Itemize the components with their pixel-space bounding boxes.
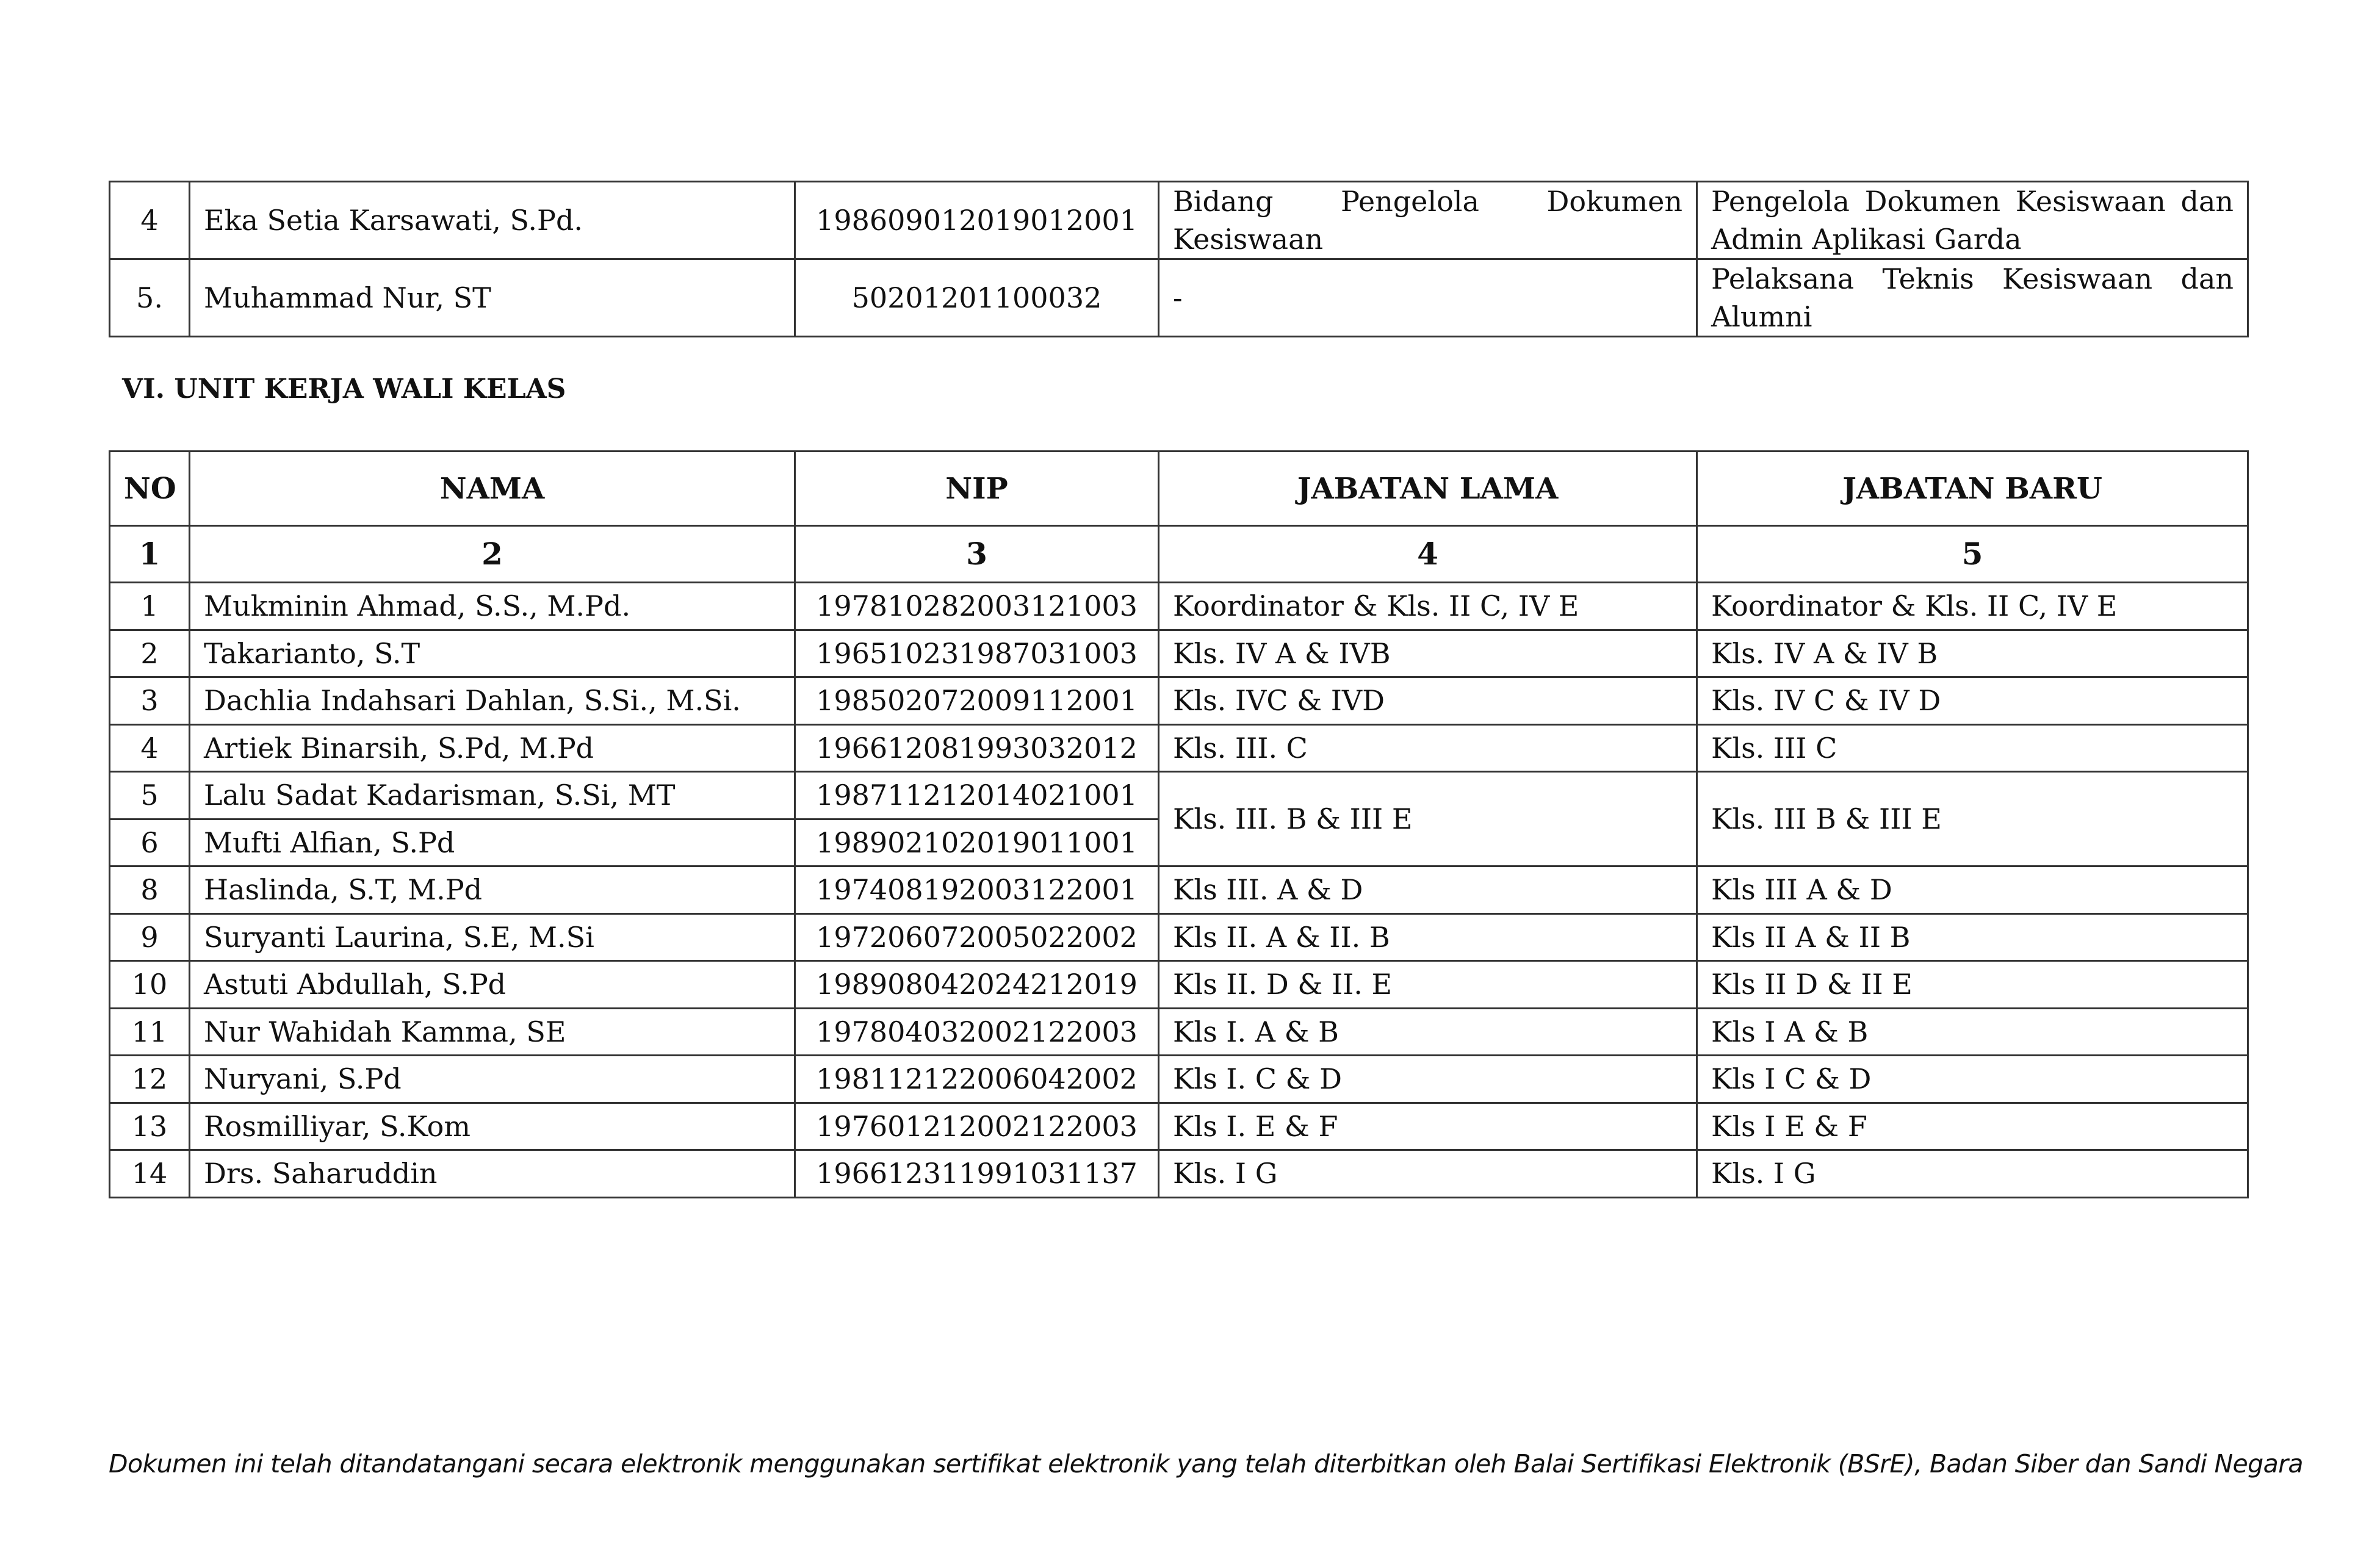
cell-jabatan-lama: - bbox=[1159, 259, 1697, 337]
cell-nama: Muhammad Nur, ST bbox=[190, 259, 795, 337]
table-row bbox=[110, 182, 2248, 259]
jabatan-baru-line-1: Pengelola Dokumen Kesiswaan dan bbox=[1711, 185, 2234, 218]
cell-nama: Mufti Alfian, S.Pd bbox=[190, 819, 795, 866]
table-row bbox=[110, 583, 2248, 630]
header-nama: NAMA bbox=[190, 452, 795, 526]
cell-jabatan-lama: Kls I. E & F bbox=[1159, 1103, 1697, 1150]
cell-jabatan-baru: Kls II A & II B bbox=[1697, 913, 2248, 961]
cell-nama: Rosmilliyar, S.Kom bbox=[190, 1103, 795, 1150]
jabatan-lama-line-2: Kesiswaan bbox=[1173, 223, 1324, 256]
header-no: NO bbox=[110, 452, 190, 526]
cell-jabatan-lama: Kls II. D & II. E bbox=[1159, 961, 1697, 1009]
cell-jabatan-lama bbox=[1159, 182, 1697, 259]
table-row bbox=[110, 1150, 2248, 1198]
table-header-row bbox=[110, 452, 2248, 526]
cell-jabatan-lama: Kls II. A & II. B bbox=[1159, 913, 1697, 961]
cell-jabatan-baru: Koordinator & Kls. II C, IV E bbox=[1697, 583, 2248, 630]
table-row bbox=[110, 772, 2248, 819]
header-jabatan-baru: JABATAN BARU bbox=[1697, 452, 2248, 526]
table-row bbox=[110, 724, 2248, 772]
cell-jabatan-baru: Kls I E & F bbox=[1697, 1103, 2248, 1150]
cell-nip: 198711212014021001 bbox=[795, 772, 1159, 819]
column-number: 4 bbox=[1159, 526, 1697, 583]
column-number: 1 bbox=[110, 526, 190, 583]
table-row bbox=[110, 677, 2248, 725]
cell-nip: 197810282003121003 bbox=[795, 583, 1159, 630]
cell-no: 3 bbox=[110, 677, 190, 725]
cell-jabatan-lama: Kls III. A & D bbox=[1159, 866, 1697, 914]
cell-jabatan-baru: Kls. III C bbox=[1697, 724, 2248, 772]
table-row bbox=[110, 1103, 2248, 1150]
cell-no: 12 bbox=[110, 1056, 190, 1103]
cell-no: 9 bbox=[110, 913, 190, 961]
cell-jabatan-lama: Kls. III. C bbox=[1159, 724, 1697, 772]
jabatan-baru-line-2: Alumni bbox=[1711, 300, 1812, 333]
cell-nip: 198908042024212019 bbox=[795, 961, 1159, 1009]
cell-jabatan-baru: Kls. I G bbox=[1697, 1150, 2248, 1198]
cell-nama: Haslinda, S.T, M.Pd bbox=[190, 866, 795, 914]
cell-nama: Eka Setia Karsawati, S.Pd. bbox=[190, 182, 795, 259]
header-nip: NIP bbox=[795, 452, 1159, 526]
cell-nama: Nur Wahidah Kamma, SE bbox=[190, 1008, 795, 1056]
cell-no: 4 bbox=[110, 182, 190, 259]
cell-jabatan-baru: Kls. IV C & IV D bbox=[1697, 677, 2248, 725]
cell-jabatan-baru bbox=[1697, 182, 2248, 259]
cell-jabatan-lama-merged: Kls. III. B & III E bbox=[1159, 772, 1697, 866]
cell-nip: 198112122006042002 bbox=[795, 1056, 1159, 1103]
cell-nama: Suryanti Laurina, S.E, M.Si bbox=[190, 913, 795, 961]
cell-nip: 198609012019012001 bbox=[795, 182, 1159, 259]
cell-nama: Lalu Sadat Kadarisman, S.Si, MT bbox=[190, 772, 795, 819]
cell-jabatan-baru: Kls I C & D bbox=[1697, 1056, 2248, 1103]
cell-no: 6 bbox=[110, 819, 190, 866]
jabatan-baru-line-2: Admin Aplikasi Garda bbox=[1711, 223, 2022, 256]
table-row bbox=[110, 259, 2248, 337]
cell-jabatan-lama: Koordinator & Kls. II C, IV E bbox=[1159, 583, 1697, 630]
column-number: 2 bbox=[190, 526, 795, 583]
cell-jabatan-baru: Kls I A & B bbox=[1697, 1008, 2248, 1056]
table-row bbox=[110, 866, 2248, 914]
column-number: 5 bbox=[1697, 526, 2248, 583]
cell-jabatan-lama: Kls. IV A & IVB bbox=[1159, 630, 1697, 677]
cell-no: 5. bbox=[110, 259, 190, 337]
cell-no: 1 bbox=[110, 583, 190, 630]
table-row bbox=[110, 1056, 2248, 1103]
cell-nip: 197408192003122001 bbox=[795, 866, 1159, 914]
column-number-row bbox=[110, 526, 2248, 583]
cell-no: 8 bbox=[110, 866, 190, 914]
cell-no: 13 bbox=[110, 1103, 190, 1150]
column-number: 3 bbox=[795, 526, 1159, 583]
cell-nama: Artiek Binarsih, S.Pd, M.Pd bbox=[190, 724, 795, 772]
cell-nip: 197601212002122003 bbox=[795, 1103, 1159, 1150]
cell-jabatan-lama: Kls I. A & B bbox=[1159, 1008, 1697, 1056]
cell-jabatan-baru-merged: Kls. III B & III E bbox=[1697, 772, 2248, 866]
cell-jabatan-baru: Kls. IV A & IV B bbox=[1697, 630, 2248, 677]
section-title: VI. UNIT KERJA WALI KELAS bbox=[122, 373, 566, 405]
cell-nip: 196510231987031003 bbox=[795, 630, 1159, 677]
cell-nip: 196612081993032012 bbox=[795, 724, 1159, 772]
table-row bbox=[110, 630, 2248, 677]
cell-nama: Dachlia Indahsari Dahlan, S.Si., M.Si. bbox=[190, 677, 795, 725]
previous-section-table bbox=[109, 181, 2249, 337]
cell-nama: Mukminin Ahmad, S.S., M.Pd. bbox=[190, 583, 795, 630]
cell-nip: 196612311991031137 bbox=[795, 1150, 1159, 1198]
cell-nip: 198902102019011001 bbox=[795, 819, 1159, 866]
cell-nama: Takarianto, S.T bbox=[190, 630, 795, 677]
cell-no: 4 bbox=[110, 724, 190, 772]
jabatan-lama-line-1: Bidang Pengelola Dokumen bbox=[1173, 185, 1682, 218]
cell-jabatan-baru: Kls II D & II E bbox=[1697, 961, 2248, 1009]
cell-jabatan-baru bbox=[1697, 259, 2248, 337]
cell-no: 2 bbox=[110, 630, 190, 677]
cell-jabatan-baru: Kls III A & D bbox=[1697, 866, 2248, 914]
electronic-signature-note: Dokumen ini telah ditandatangani secara elektronik menggunakan sertifikat elektronik yang telah diterbitkan oleh Balai Sertifikasi Elektronik (BSrE), Badan Siber dan Sandi Negara bbox=[109, 1449, 2303, 1479]
cell-no: 14 bbox=[110, 1150, 190, 1198]
cell-no: 10 bbox=[110, 961, 190, 1009]
table-row bbox=[110, 1008, 2248, 1056]
cell-no: 5 bbox=[110, 772, 190, 819]
cell-jabatan-lama: Kls. I G bbox=[1159, 1150, 1697, 1198]
header-jabatan-lama: JABATAN LAMA bbox=[1159, 452, 1697, 526]
wali-kelas-table bbox=[109, 450, 2249, 1198]
cell-jabatan-lama: Kls I. C & D bbox=[1159, 1056, 1697, 1103]
cell-nip: 197206072005022002 bbox=[795, 913, 1159, 961]
cell-jabatan-lama: Kls. IVC & IVD bbox=[1159, 677, 1697, 725]
cell-nip: 50201201100032 bbox=[795, 259, 1159, 337]
cell-nip: 198502072009112001 bbox=[795, 677, 1159, 725]
cell-nip: 197804032002122003 bbox=[795, 1008, 1159, 1056]
cell-nama: Astuti Abdullah, S.Pd bbox=[190, 961, 795, 1009]
cell-nama: Nuryani, S.Pd bbox=[190, 1056, 795, 1103]
table-row bbox=[110, 961, 2248, 1009]
cell-nama: Drs. Saharuddin bbox=[190, 1150, 795, 1198]
jabatan-baru-line-1: Pelaksana Teknis Kesiswaan dan bbox=[1711, 262, 2234, 295]
cell-no: 11 bbox=[110, 1008, 190, 1056]
table-row bbox=[110, 913, 2248, 961]
